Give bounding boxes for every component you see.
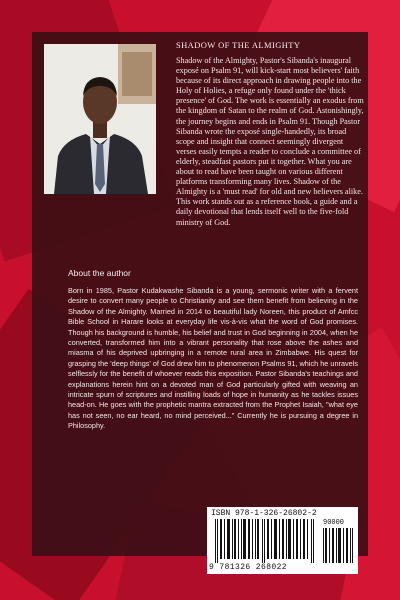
price-code: 90000 <box>323 519 345 527</box>
book-title: SHADOW OF THE ALMIGHTY <box>176 40 301 50</box>
book-blurb: Shadow of the Almighty, Pastor's Sibanda's inaugural exposé on Psalm 91, will kick-start most believers' faith because of its direct approach in drawing people into the Holy of Holies, a refuge only found under the 'thick presence' of God. The work is essentially an exodus from the kingdom of Satan to the realm of God. Astonishingly, the journey begins and ends in Psalm 91. Though Pastor Sibanda wrote the exposé single-handedly, its broad scope and insight that connect seemingly divergent verses easily tempts a reader to conclude a committee of elderly, steadfast pastors put it together. What you are about to read have been taught on various different platforms transforming many lives. Shadow of the Almighty is a 'must read' for old and new believers alike. This work stands out as a reference book, a guide and a daily devotional that lends itself well to the five-fold ministry of God. <box>176 56 364 227</box>
addon-barcode-bars <box>323 528 353 563</box>
about-author-heading: About the author <box>68 268 131 278</box>
ean-digits: 9 781326 268022 <box>209 563 288 572</box>
author-photo <box>44 44 156 194</box>
isbn-label: ISBN 978-1-326-26802-2 <box>211 509 317 518</box>
ean-barcode-bars <box>215 519 315 563</box>
author-bio: Born in 1985, Pastor Kudakwashe Sibanda is a young, sermonic writer with a fervent desire to convert many people to Christianity and see them benefit from believing in the Shadow of the Almighty. Married in 2014 to beautiful lady Noreen, this product of Amfcc Bible School in Harare looks at everyday life vis-à-vis what the word of God promises. Though his background is humble, his belief and trust in God beginning in 2004, when he converted, transformed him into a vibrant personality that rose above the ashes and miasma of his deprived upbringing in a remote rural area in Zimbabwe. His quest for grasping the 'deep things' of God drew him to phenomenon Psalms 91, which he unravels selflessly for the benefit of whoever reads this exposition. Pastor Sibanda's teachings and explanations herein hint on a devoted man of God particularly gifted with weaving an intricate spurn of scriptures and instilling loads of hope in humanity as he tackles issues head-on. He goes with the prophetic mantra extracted from the Prophet Isaiah, "what eye has not seen, no ear heard, no mind perceived..." Currently he is pursuing a degree in Philosophy. <box>68 286 358 431</box>
isbn-barcode <box>207 507 358 574</box>
